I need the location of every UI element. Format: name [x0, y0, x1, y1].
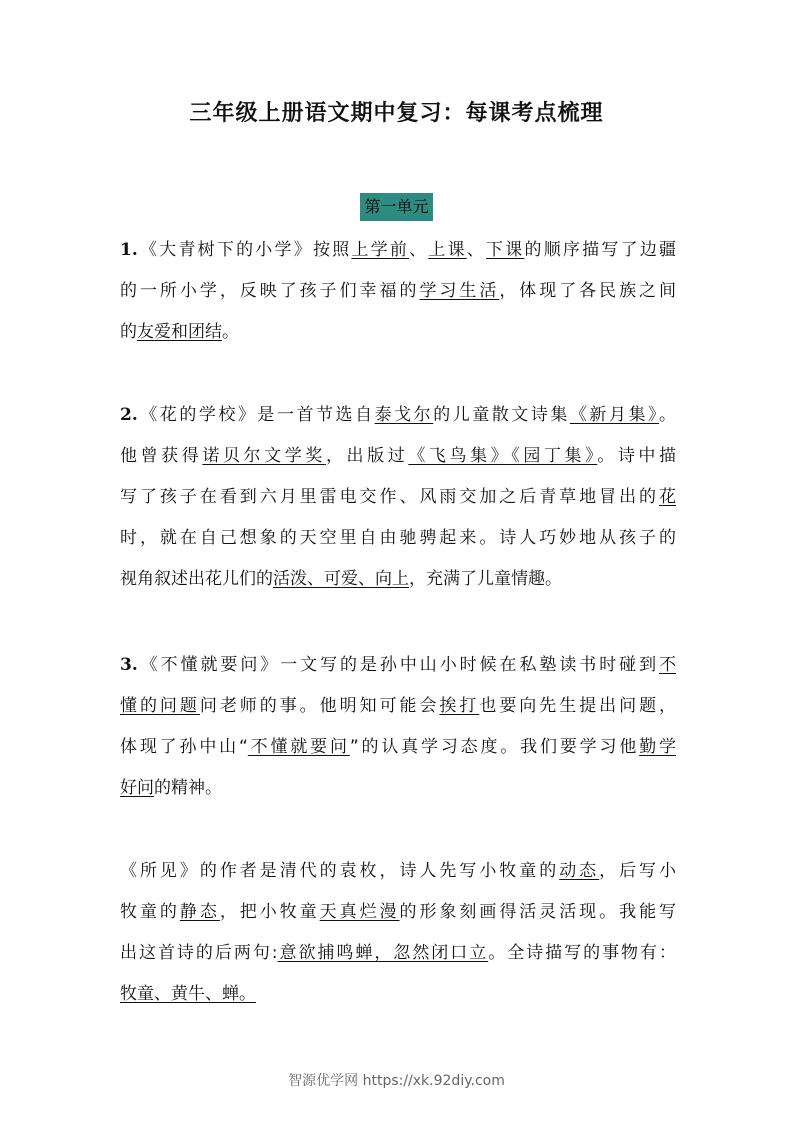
key-term: 活泼、可爱、向上 — [273, 569, 409, 589]
paragraph-1 — [120, 230, 676, 353]
text: 问老师的事。他明知可能会 — [199, 696, 440, 716]
text: 视角叙述出花儿们的 — [120, 569, 273, 589]
text: 的形象刻画得活灵活现。我能写 — [399, 902, 677, 922]
text: ，把小牧童 — [219, 902, 320, 922]
text: 的 — [120, 322, 137, 342]
key-term: 上学前 — [351, 240, 410, 260]
p4-line-3 — [120, 933, 676, 974]
text: 的儿童散文诗集 — [433, 405, 570, 425]
text: 的精神。 — [154, 778, 222, 798]
p2-line-2 — [120, 436, 676, 477]
key-term: 静态 — [179, 902, 220, 922]
paragraph-4 — [120, 851, 676, 1015]
key-term: 好问 — [120, 778, 154, 798]
key-term: 花 — [659, 487, 676, 507]
text: 。诗中描 — [597, 446, 677, 466]
key-term: 懂的问题 — [120, 696, 200, 716]
p3-line-1 — [120, 645, 676, 686]
text: 。 — [222, 322, 239, 342]
text: ，体现了各民族之间 — [499, 281, 677, 301]
text: 体现了孙中山“ — [120, 737, 248, 757]
paragraph-3 — [120, 645, 676, 809]
p1-line-1 — [120, 230, 676, 271]
key-term: 天真烂漫 — [319, 902, 400, 922]
text: 。全诗描写的事物有： — [488, 943, 677, 963]
key-term: 诺贝尔文学奖 — [202, 446, 326, 466]
text: 《所见》的作者是清代的袁枚，诗人先写小牧童的 — [120, 861, 560, 881]
p1-number: 1. — [120, 240, 138, 260]
unit-heading: 第一单元 — [360, 193, 432, 221]
p4-line-4 — [120, 974, 676, 1015]
key-term: 友爱和团结 — [137, 322, 222, 342]
p3-line-2 — [120, 686, 676, 727]
text: 出这首诗的后两句: — [120, 943, 278, 963]
text: ，充满了儿童情趣。 — [409, 569, 562, 589]
p2-line-4: 时，就在自己想象的天空里自由驰骋起来。诗人巧妙地从孩子的 — [120, 528, 676, 548]
p2-line-3 — [120, 477, 676, 518]
text: 的顺序描写了边疆 — [524, 240, 677, 260]
text: 《大青树下的小学》按照 — [137, 240, 352, 260]
key-term: 挨打 — [439, 696, 480, 716]
page-title: 三年级上册语文期中复习：每课考点梳理 — [189, 101, 604, 126]
text: 、 — [409, 240, 429, 260]
key-term: 泰戈尔 — [374, 405, 434, 425]
key-term: 《新月集》 — [569, 405, 660, 425]
watermark-footer: 智源优学网 https://xk.92diy.com — [288, 1073, 505, 1089]
p1-line-3 — [120, 312, 676, 353]
key-term: 勤学 — [639, 737, 677, 757]
p2-line-5 — [120, 559, 676, 600]
text: 的一所小学，反映了孩子们幸福的 — [120, 281, 420, 301]
key-term: 动态 — [559, 861, 600, 881]
p3-line-3 — [120, 727, 676, 768]
unit-heading-wrap — [0, 193, 793, 221]
p3-line-4 — [120, 768, 676, 809]
text: 他曾获得 — [120, 446, 203, 466]
text: 《花的学校》是一首节选自 — [137, 405, 375, 425]
text: 牧童的 — [120, 902, 180, 922]
text: ，后写小 — [599, 861, 677, 881]
p1-line-2 — [120, 271, 676, 312]
p4-line-2 — [120, 892, 676, 933]
key-term: 不懂就要问 — [247, 737, 350, 757]
key-term: 牧童、黄牛、蝉。 — [120, 984, 256, 1004]
key-term: 《飞鸟集》《园丁集》 — [408, 446, 598, 466]
p2-number: 2. — [120, 405, 138, 425]
text: 《不懂就要问》一文写的是孙中山小时候在私塾读书时碰到 — [137, 655, 659, 675]
key-term: 学习生活 — [419, 281, 500, 301]
key-term: 上课 — [428, 240, 467, 260]
text: ”的认真学习态度。我们要学习他 — [349, 737, 640, 757]
p3-number: 3. — [120, 655, 138, 675]
text: 写了孩子在看到六月里雷电交作、风雨交加之后青草地冒出的 — [120, 487, 659, 507]
key-term: 下课 — [486, 240, 525, 260]
key-term: 不 — [659, 655, 676, 675]
key-term: 意欲捕鸣蝉，忽然闭口立 — [277, 943, 489, 963]
text: 、 — [466, 240, 487, 260]
text: 也要向先生提出问题， — [479, 696, 677, 716]
text: 。 — [659, 405, 677, 425]
p4-line-1 — [120, 851, 676, 892]
text: ，出版过 — [325, 446, 409, 466]
p2-line-1 — [120, 395, 676, 436]
paragraph-2 — [120, 395, 676, 600]
